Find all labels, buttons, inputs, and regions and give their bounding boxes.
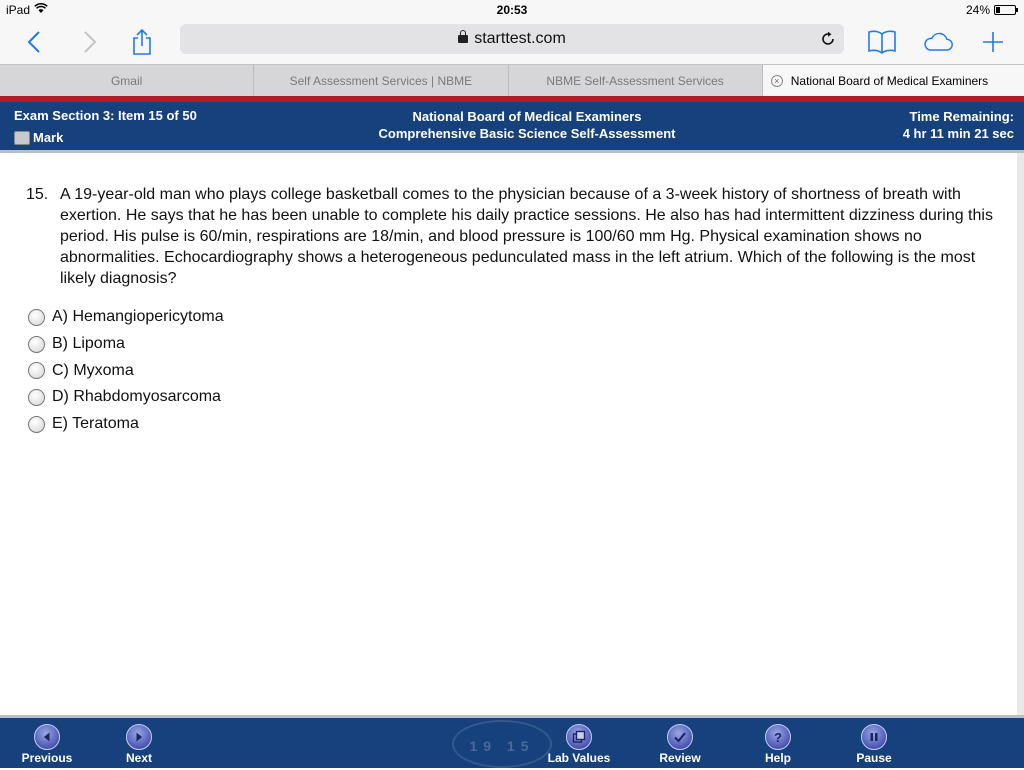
status-time: 20:53	[496, 3, 528, 17]
tab-label: National Board of Medical Examiners	[790, 73, 989, 88]
tab-gmail[interactable]	[0, 65, 254, 96]
radio-button[interactable]	[28, 362, 45, 379]
time-remaining	[903, 108, 1014, 142]
exam-navigation-bar	[0, 715, 1024, 768]
tab-label: Self Assessment Services | NBME	[289, 73, 473, 88]
address-bar[interactable]	[180, 24, 844, 54]
header-divider	[0, 150, 1024, 153]
help-button[interactable]	[738, 724, 818, 765]
share-icon[interactable]	[126, 26, 158, 58]
forward-arrow-icon[interactable]	[74, 26, 106, 58]
lab-values-label: Lab Values	[547, 751, 611, 765]
answer-label: A) Hemangiopericytoma	[52, 308, 224, 326]
cloud-tabs-icon[interactable]	[922, 26, 954, 58]
org-name: National Board of Medical Examiners	[412, 109, 642, 124]
answer-option-a[interactable]	[28, 304, 224, 331]
back-arrow-icon[interactable]	[18, 26, 50, 58]
answer-options	[28, 304, 224, 437]
lock-icon	[458, 35, 468, 43]
bookmarks-icon[interactable]	[866, 26, 898, 58]
next-label: Next	[125, 751, 152, 765]
tab-label: Gmail	[110, 73, 143, 88]
lab-values-button[interactable]	[539, 724, 619, 765]
battery-percent: 24%	[965, 3, 990, 17]
lab-values-icon	[566, 724, 592, 750]
radio-button[interactable]	[28, 309, 45, 326]
checkmark-icon	[667, 724, 693, 750]
status-right	[966, 3, 1016, 17]
tab-label: NBME Self-Assessment Services	[546, 73, 724, 88]
answer-label: B) Lipoma	[52, 335, 125, 353]
address-url-wrap	[180, 30, 844, 48]
close-tab-icon[interactable]: ×	[771, 75, 783, 87]
time-remaining-value: 4 hr 11 min 21 sec	[902, 126, 1014, 141]
pause-icon	[861, 724, 887, 750]
radio-button[interactable]	[28, 389, 45, 406]
review-button[interactable]	[640, 724, 720, 765]
status-bar	[0, 0, 1024, 22]
tab-self-assessment-services[interactable]	[254, 65, 508, 96]
answer-option-e[interactable]	[28, 411, 224, 438]
device-name: iPad	[6, 3, 31, 17]
question-number: 15.	[26, 186, 49, 203]
new-tab-icon[interactable]	[977, 26, 1009, 58]
exam-section-label: Exam Section 3: Item 15 of 50	[14, 108, 197, 123]
next-button[interactable]	[99, 724, 179, 765]
answer-label: E) Teratoma	[52, 415, 139, 433]
answer-label: C) Myxoma	[52, 361, 134, 379]
answer-option-c[interactable]	[28, 357, 224, 384]
tab-nbme-self-assessment[interactable]	[509, 65, 763, 96]
answer-option-b[interactable]	[28, 331, 224, 358]
nbme-seal-logo: 19 15	[452, 720, 552, 768]
previous-icon	[34, 724, 60, 750]
answer-label: D) Rhabdomyosarcoma	[52, 388, 221, 406]
time-remaining-label: Time Remaining:	[909, 109, 1014, 124]
battery-icon	[994, 5, 1016, 15]
browser-toolbar	[0, 22, 1024, 64]
previous-button[interactable]	[7, 724, 87, 765]
mark-label: Mark	[33, 130, 64, 145]
browser-tabs	[0, 64, 1024, 96]
question-block	[26, 184, 996, 289]
next-icon	[126, 724, 152, 750]
exam-title	[0, 108, 1024, 142]
address-url: starttest.com	[474, 30, 566, 47]
pause-button[interactable]	[834, 724, 914, 765]
reload-icon[interactable]	[818, 29, 838, 49]
exam-header	[0, 102, 1024, 150]
scrollbar-track[interactable]	[1017, 153, 1024, 715]
question-stem: A 19-year-old man who plays college basketball comes to the physician because of a 3-week history of shortness of breath with exertion. He says that he has been unable to complete his daily practice sessions. He also has had intermittent dizziness during this period. His pulse is 60/min, respirations are 18/min, and blood pressure is 100/60 mm Hg. Physical examination shows no abnormalities. Echocardiography shows a heterogeneous pedunculated mass in the left atrium. Which of the following is the most likely diagnosis?	[60, 186, 993, 287]
help-label: Help	[764, 751, 791, 765]
radio-button[interactable]	[28, 416, 45, 433]
tab-national-board[interactable]	[763, 65, 1024, 96]
help-icon: ?	[765, 724, 791, 750]
previous-label: Previous	[21, 751, 73, 765]
radio-button[interactable]	[28, 336, 45, 353]
answer-option-d[interactable]	[28, 384, 224, 411]
exam-name: Comprehensive Basic Science Self-Assessment	[378, 126, 676, 141]
review-label: Review	[659, 751, 701, 765]
pause-label: Pause	[856, 751, 892, 765]
